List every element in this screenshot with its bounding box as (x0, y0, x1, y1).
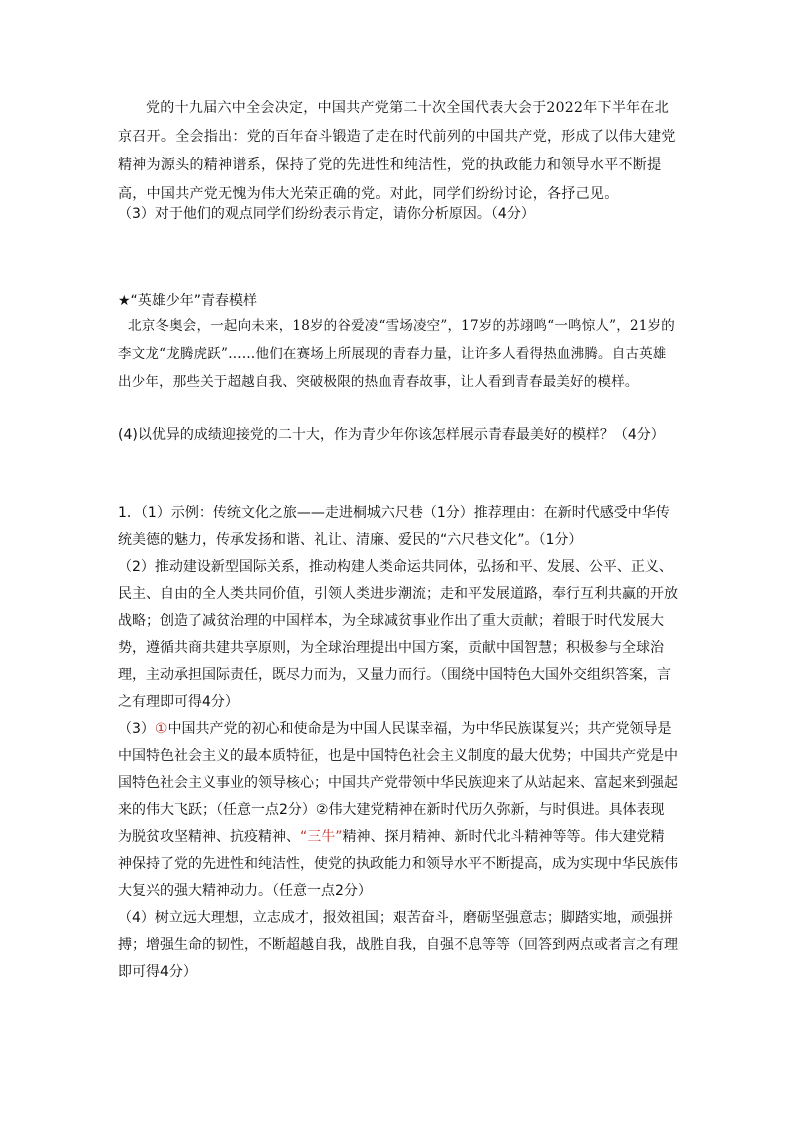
question-4: (4)以优异的成绩迎接党的二十大，作为青少年你该怎样展示青春最美好的模样？（4分） (118, 427, 665, 443)
question-3: （3）对于他们的观点同学们纷纷表示肯定，请你分析原因。（4分） (118, 206, 535, 222)
answer-3-prefix: （3） (118, 721, 155, 737)
answer-4: （4）树立远大理想，立志成才，报效祖国；艰苦奋斗，磨砺坚强意志；脚踏实地，顽强拼搏；增强生命的韧性，不断超越自我，战胜自我，自强不息等等（回答到两点或者言之有理即可得4分） (118, 910, 678, 980)
answer-section (118, 500, 678, 986)
answer-3-part-2: 精神、探月精神、新时代北斗精神等等。伟大建党精神保持了党的先进性和纯洁性，使党的执政能力和领导水平不断提高，成为实现中华民族伟大复兴的强大精神动力。（任意一点2分） (118, 829, 678, 899)
answer-1 (118, 500, 678, 554)
answer-3 (118, 716, 678, 905)
answer-3-circle-number: ① (154, 721, 168, 737)
answer-1-number: 1． (118, 505, 141, 521)
answer-1-text: （1）示例：传统文化之旅——走进桐城六尺巷（1分）推荐理由：在新时代感受中华传统美德的魅力，传承发扬和谐、礼让、清廉、爱民的“六尺巷文化”。（1分） (118, 505, 670, 548)
section-heading: ★“英雄少年”青春模样 (118, 293, 258, 309)
material-paragraph-2: 北京冬奥会，一起向未来，18岁的谷爱凌“雪场凌空”，17岁的苏翊鸣“一鸣惊人”，21岁的李文龙“龙腾虎跃”……他们在赛场上所展现的青春力量，让许多人看得热血沸腾。自古英雄出少年，那些关于超越自我、突破极限的热血青春故事，让人看到青春最美好的模样。 (118, 318, 675, 390)
answer-3-highlight: “三牛” (300, 829, 343, 845)
answer-3-part-1: 中国共产党的初心和使命是为中国人民谋幸福，为中华民族谋复兴；共产党领导是中国特色社会主义的最本质特征，也是中国特色社会主义制度的最大优势；中国共产党是中国特色社会主义事业的领导核心；中国共产党带领中华民族迎来了从站起来、富起来到强起来的伟大飞跃；（任意一点2分）②伟大建党精神在新时代历久弥新，与时俱进。具体表现为脱贫攻坚精神、抗疫精神、 (118, 721, 678, 845)
material-paragraph-1: 党的十九届六中全会决定，中国共产党第二十次全国代表大会于2022年下半年在北京召开。全会指出：党的百年奋斗锻造了走在时代前列的中国共产党，形成了以伟大建党精神为源头的精神谱系，保持了党的先进性和纯洁性，党的执政能力和领导水平不断提高，中国共产党无愧为伟大光荣正确的党。对此，同学们纷纷讨论，各抒己见。 (118, 100, 676, 202)
answer-2: （2）推动建设新型国际关系，推动构建人类命运共同体，弘扬和平、发展、公平、正义、民主、自由的全人类共同价值，引领人类进步潮流；走和平发展道路，奉行互利共赢的开放战略；创造了减贫治理的中国样本，为全球减贫事业作出了重大贡献；着眼于时代发展大势，遵循共商共建共享原则，为全球治理提出中国方案，贡献中国智慧；积极参与全球治理，主动承担国际责任，既尽力而为，又量力而行。（围绕中国特色大国外交组织答案，言之有理即可得4分） (118, 559, 678, 710)
